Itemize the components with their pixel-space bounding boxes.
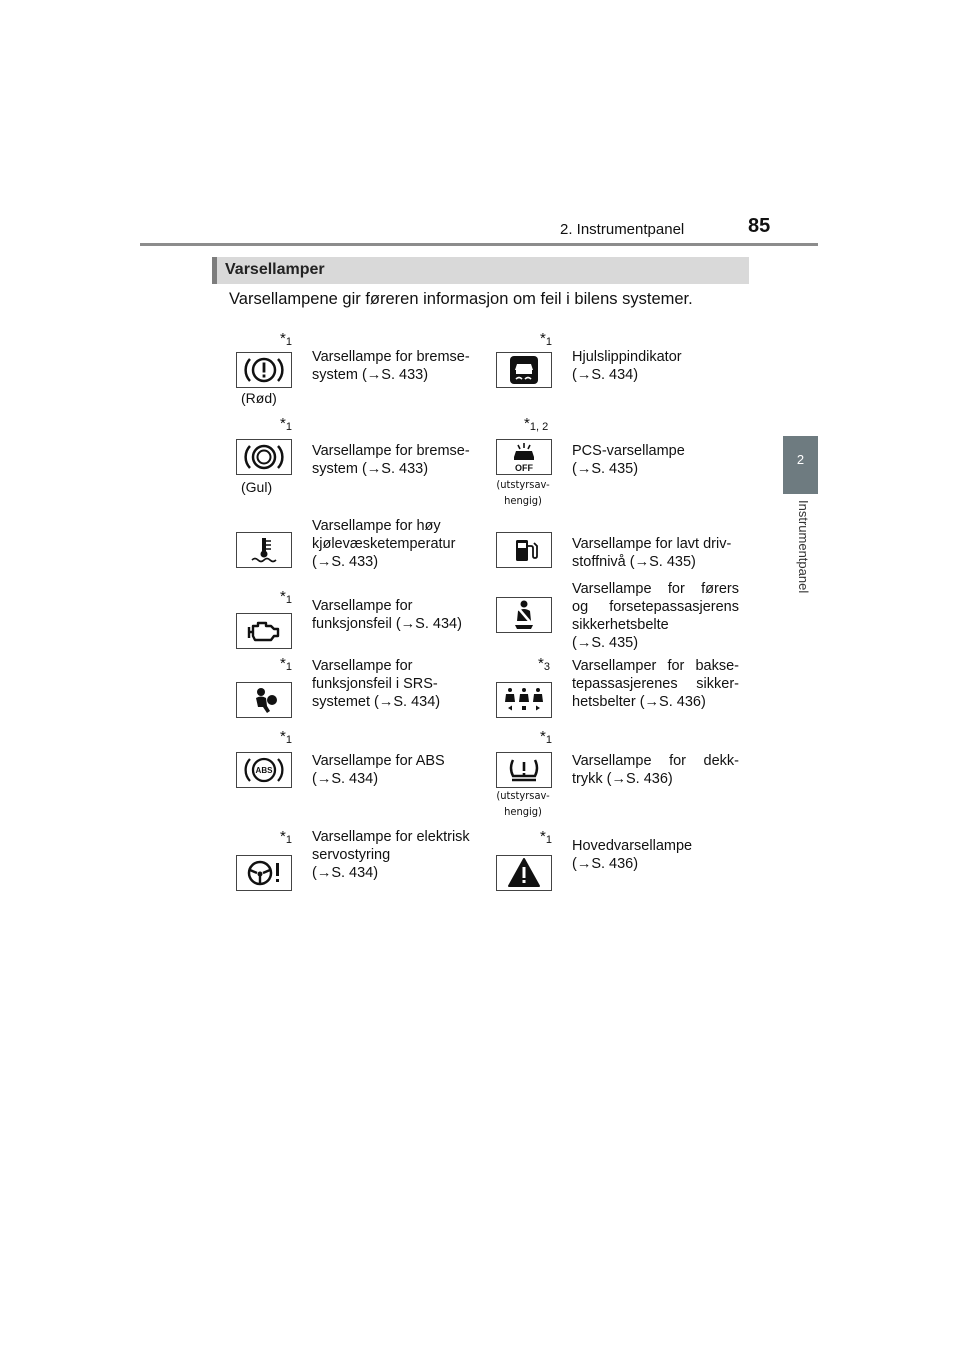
lamp-power-steering xyxy=(233,828,513,918)
lamp-tire-pressure xyxy=(494,728,774,818)
lamp-coolant xyxy=(233,510,513,600)
intro-text: Varsellampene gir føreren informasjon om feil i bilens systemer. xyxy=(229,290,693,308)
lamp-pcs xyxy=(494,415,774,505)
lamp-description: Varsellampe for førers og forsetepassasjerens sikkerhetsbelte (→S. 435) xyxy=(572,581,739,651)
footnote-marker: *1 xyxy=(280,728,292,746)
section-title: 2. Instrumentpanel xyxy=(560,221,685,238)
footnote-marker: *1 xyxy=(540,828,552,846)
brake-system-icon xyxy=(236,439,292,475)
lamp-brake-yellow xyxy=(233,415,513,505)
header-rule xyxy=(140,243,818,246)
color-note: (Gul) xyxy=(241,479,273,495)
footnote-marker: *1 xyxy=(280,415,292,433)
lamp-description: Varsellampe for elektrisk servostyring (→S. 434) xyxy=(312,829,470,881)
abs-icon xyxy=(236,752,292,788)
lamp-description: Varsellampe for høy kjølevæsketemperatur (→S. 433) xyxy=(312,518,456,570)
power-steering-icon xyxy=(236,855,292,891)
footnote-marker: *1 xyxy=(540,728,552,746)
svg-text:ABS: ABS xyxy=(255,766,273,775)
master-warning-icon xyxy=(496,855,552,891)
seatbelt-icon xyxy=(496,597,552,633)
footnote-marker: *3 xyxy=(538,655,550,673)
equipment-note: (utstyrsav- hengig) xyxy=(496,478,550,507)
lamp-slip-indicator xyxy=(494,330,774,420)
lamp-description: Varsellampe for funksjonsfeil (→S. 434) xyxy=(312,598,462,632)
brake-warning-icon xyxy=(236,352,292,388)
footnote-marker: *1, 2 xyxy=(524,415,549,433)
page-number: 85 xyxy=(748,215,771,237)
lamp-brake-red xyxy=(233,330,513,420)
srs-airbag-icon xyxy=(236,682,292,718)
engine-malfunction-icon xyxy=(236,613,292,649)
lamp-description: Hjulslippindikator (→S. 434) xyxy=(572,349,682,383)
lamp-description: Varsellampe for lavt driv- stoffnivå (→S. 435) xyxy=(572,536,732,570)
coolant-temperature-icon xyxy=(236,532,292,568)
chapter-label: Instrumentpanel xyxy=(796,500,811,594)
fuel-pump-icon xyxy=(496,532,552,568)
equipment-note: (utstyrsav- hengig) xyxy=(496,789,550,818)
footnote-marker: *1 xyxy=(540,330,552,348)
lamp-description: PCS-varsellampe (→S. 435) xyxy=(572,443,685,477)
lamp-description: Varsellamper for bakse- tepassasjerenes sikker- hetsbelter (→S. 436) xyxy=(572,658,739,710)
pcs-off-icon xyxy=(496,439,552,475)
lamp-master-warning xyxy=(494,828,774,918)
footnote-marker: *1 xyxy=(280,330,292,348)
lamp-description: Varsellampe for ABS (→S. 434) xyxy=(312,753,445,787)
lamp-description: Hovedvarsellampe (→S. 436) xyxy=(572,838,693,872)
chapter-tab: 2 xyxy=(783,436,818,494)
footnote-marker: *1 xyxy=(280,588,292,606)
rear-seatbelt-icon xyxy=(496,682,552,718)
heading-bar xyxy=(212,257,217,284)
section-heading xyxy=(212,257,749,284)
lamp-description: Varsellampe for bremse- system (→S. 433) xyxy=(312,443,470,477)
heading-text: Varsellamper xyxy=(225,261,325,278)
lamp-abs xyxy=(233,728,513,818)
tire-pressure-icon xyxy=(496,752,552,788)
lamp-description: Varsellampe for bremse- system (→S. 433) xyxy=(312,349,470,383)
svg-text:OFF: OFF xyxy=(515,463,533,473)
footnote-marker: *1 xyxy=(280,655,292,673)
slip-indicator-icon xyxy=(496,352,552,388)
lamp-description: Varsellampe for dekk- trykk (→S. 436) xyxy=(572,753,739,787)
lamp-description: Varsellampe for funksjonsfeil i SRS- systemet (→S. 434) xyxy=(312,658,441,710)
footnote-marker: *1 xyxy=(280,828,292,846)
color-note: (Rød) xyxy=(241,390,277,406)
